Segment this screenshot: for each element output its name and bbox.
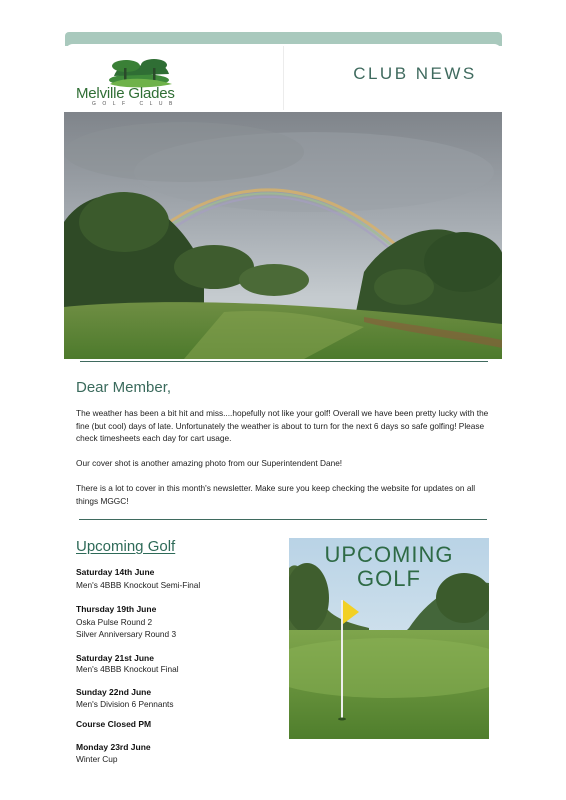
hero-photo-rainbow-fairway (64, 112, 502, 359)
event-date: Course Closed PM (76, 719, 152, 729)
event-item: Men's 4BBB Knockout Semi-Final (76, 580, 201, 590)
logo-subtitle: GOLF CLUB (92, 101, 179, 107)
logo-name: Melville Glades (76, 85, 175, 102)
event-item: Silver Anniversary Round 3 (76, 629, 177, 639)
promo-title-line1: UPCOMING (324, 542, 454, 567)
event-item: Men's Division 6 Pennants (76, 699, 174, 709)
event-date: Saturday 14th June (76, 567, 155, 577)
greeting: Dear Member, (76, 379, 172, 396)
event-date: Thursday 19th June (76, 604, 157, 614)
event-date: Sunday 22nd June (76, 687, 152, 697)
letter-paragraph: Our cover shot is another amazing photo from our Superintendent Dane! (76, 458, 343, 468)
letter-paragraph: The weather has been a bit hit and miss....hopefully not like your golf! Overall we have been pretty lucky with the fine (but cool) days of late. Unfortunately the weather is about to turn for the next 6 days so safe golfing! Please check timesheets each day for cart usage. (76, 408, 489, 443)
event-item: Winter Cup (76, 754, 118, 764)
section-title-upcoming-golf: Upcoming Golf (76, 538, 176, 555)
event-date: Saturday 21st June (76, 653, 154, 663)
event-date: Monday 23rd June (76, 742, 151, 752)
promo-title-line2: GOLF (357, 566, 421, 591)
event-item: Men's 4BBB Knockout Final (76, 664, 179, 674)
letter-paragraph: There is a lot to cover in this month's newsletter. Make sure you keep checking the website for updates on all things MGGC! (76, 483, 476, 506)
section-divider (79, 519, 487, 520)
section-divider (80, 361, 488, 362)
header-divider (283, 46, 284, 110)
page-title: CLUB NEWS (353, 64, 477, 83)
event-item: Oska Pulse Round 2 (76, 617, 153, 627)
